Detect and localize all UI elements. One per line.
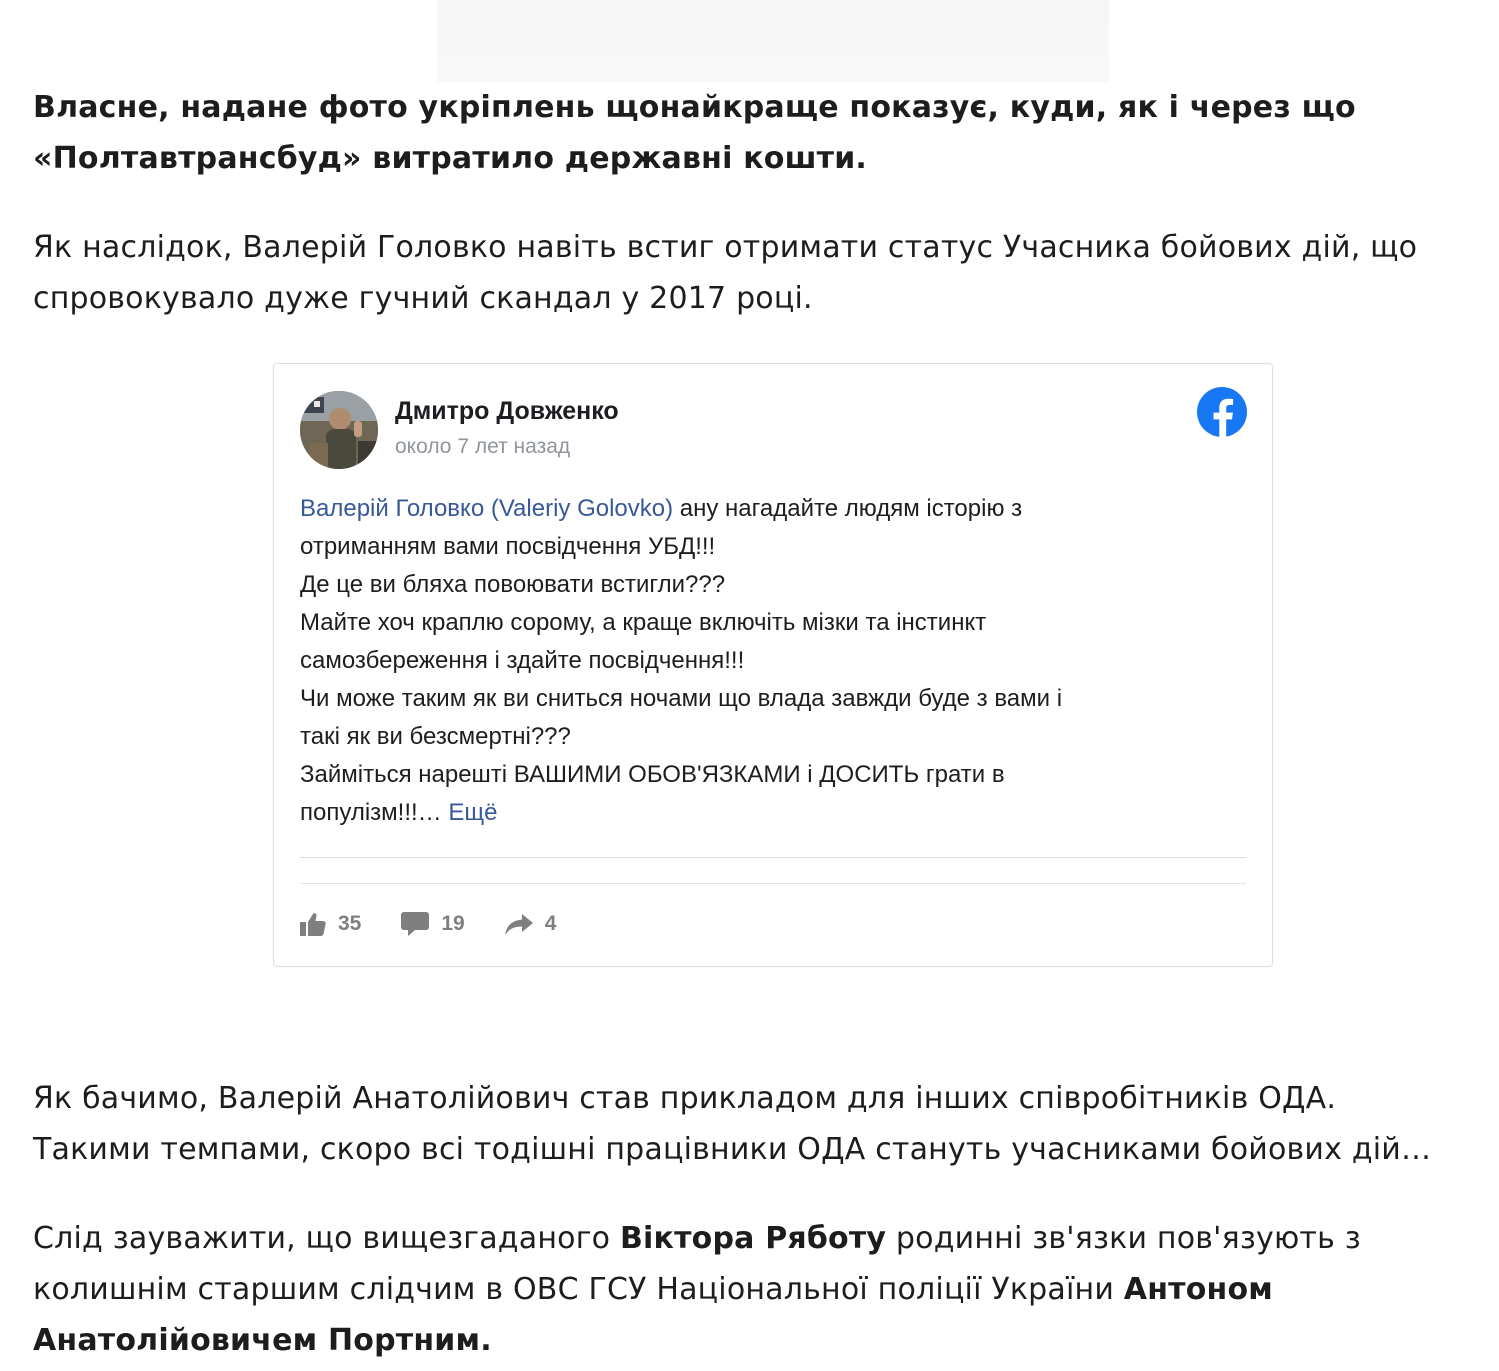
article-paragraph-bold xyxy=(33,82,1493,184)
post-text xyxy=(300,490,1240,832)
article-paragraph xyxy=(33,222,1493,324)
share-count-value: 4 xyxy=(544,912,557,935)
paragraph-line: спровокувало дуже гучний скандал у 2017 році. xyxy=(33,281,813,316)
mention-link[interactable]: Валерій Головко (Valeriy Golovko) xyxy=(300,495,674,522)
post-author[interactable]: Дмитро Довженко xyxy=(395,397,619,425)
paragraph-line: Як бачимо, Валерій Анатолійович став прикладом для інших співробітників ОДА. xyxy=(33,1081,1337,1116)
thumbs-up-icon xyxy=(300,912,326,936)
post-line: такі як ви безсмертні??? xyxy=(300,723,571,750)
avatar[interactable] xyxy=(300,391,378,469)
comment-icon xyxy=(401,911,429,937)
divider xyxy=(300,883,1246,884)
person-name-bold: Антоном xyxy=(1123,1272,1273,1307)
paragraph-text: колишнім старшим слідчим в ОВС ГСУ Національної поліції України xyxy=(33,1272,1124,1307)
share-count[interactable] xyxy=(505,912,557,936)
post-line: Чи може таким як ви сниться ночами що влада завжди буде з вами і xyxy=(300,685,1063,712)
post-text-segment: популізм!!!… xyxy=(300,799,442,826)
facebook-post-embed[interactable] xyxy=(273,363,1273,967)
post-timestamp[interactable]: около 7 лет назад xyxy=(395,435,571,458)
comment-count[interactable] xyxy=(401,911,464,937)
article-image-bottom-edge xyxy=(437,0,1109,82)
like-count[interactable] xyxy=(300,912,361,936)
post-line: Майте хоч краплю сорому, а краще включіть мізки та інстинкт xyxy=(300,609,987,636)
comment-count-value: 19 xyxy=(441,912,465,935)
paragraph-line: Такими темпами, скоро всі тодішні працівники ОДА стануть учасниками бойових дій… xyxy=(33,1132,1432,1167)
facebook-icon[interactable] xyxy=(1197,387,1247,437)
paragraph-line: Власне, надане фото укріплень щонайкраще показує, куди, як і через що xyxy=(33,90,1356,125)
article-paragraph xyxy=(33,1213,1493,1366)
post-stats xyxy=(300,907,596,941)
share-icon xyxy=(505,913,533,935)
paragraph-text: родинні зв'язки пов'язують з xyxy=(886,1221,1361,1256)
post-line xyxy=(300,794,1240,832)
post-line: самозбереження і здайте посвідчення!!! xyxy=(300,647,745,674)
person-name-bold: Віктора Ряботу xyxy=(619,1221,887,1256)
post-line: Де це ви бляха повоювати встигли??? xyxy=(300,571,726,598)
divider xyxy=(300,857,1246,858)
person-name-bold: Анатолійовичем Портним. xyxy=(33,1323,492,1358)
see-more-link[interactable]: Ещё xyxy=(448,799,498,826)
like-count-value: 35 xyxy=(338,912,362,935)
paragraph-line: Як наслідок, Валерій Головко навіть встиг отримати статус Учасника бойових дій, що xyxy=(33,230,1418,265)
post-line: Займіться нарешті ВАШИМИ ОБОВ'ЯЗКАМИ і ДОСИТЬ грати в xyxy=(300,761,1005,788)
avatar-photo xyxy=(300,391,378,469)
paragraph-text: Слід зауважити, що вищезгаданого xyxy=(33,1221,620,1256)
paragraph-line: «Полтавтрансбуд» витратило державні кошти. xyxy=(33,141,868,176)
post-line: отриманням вами посвідчення УБД!!! xyxy=(300,533,716,560)
article-paragraph xyxy=(33,1073,1493,1175)
post-line xyxy=(300,490,1240,528)
post-text-segment: ану нагадайте людям історію з xyxy=(673,495,1023,522)
